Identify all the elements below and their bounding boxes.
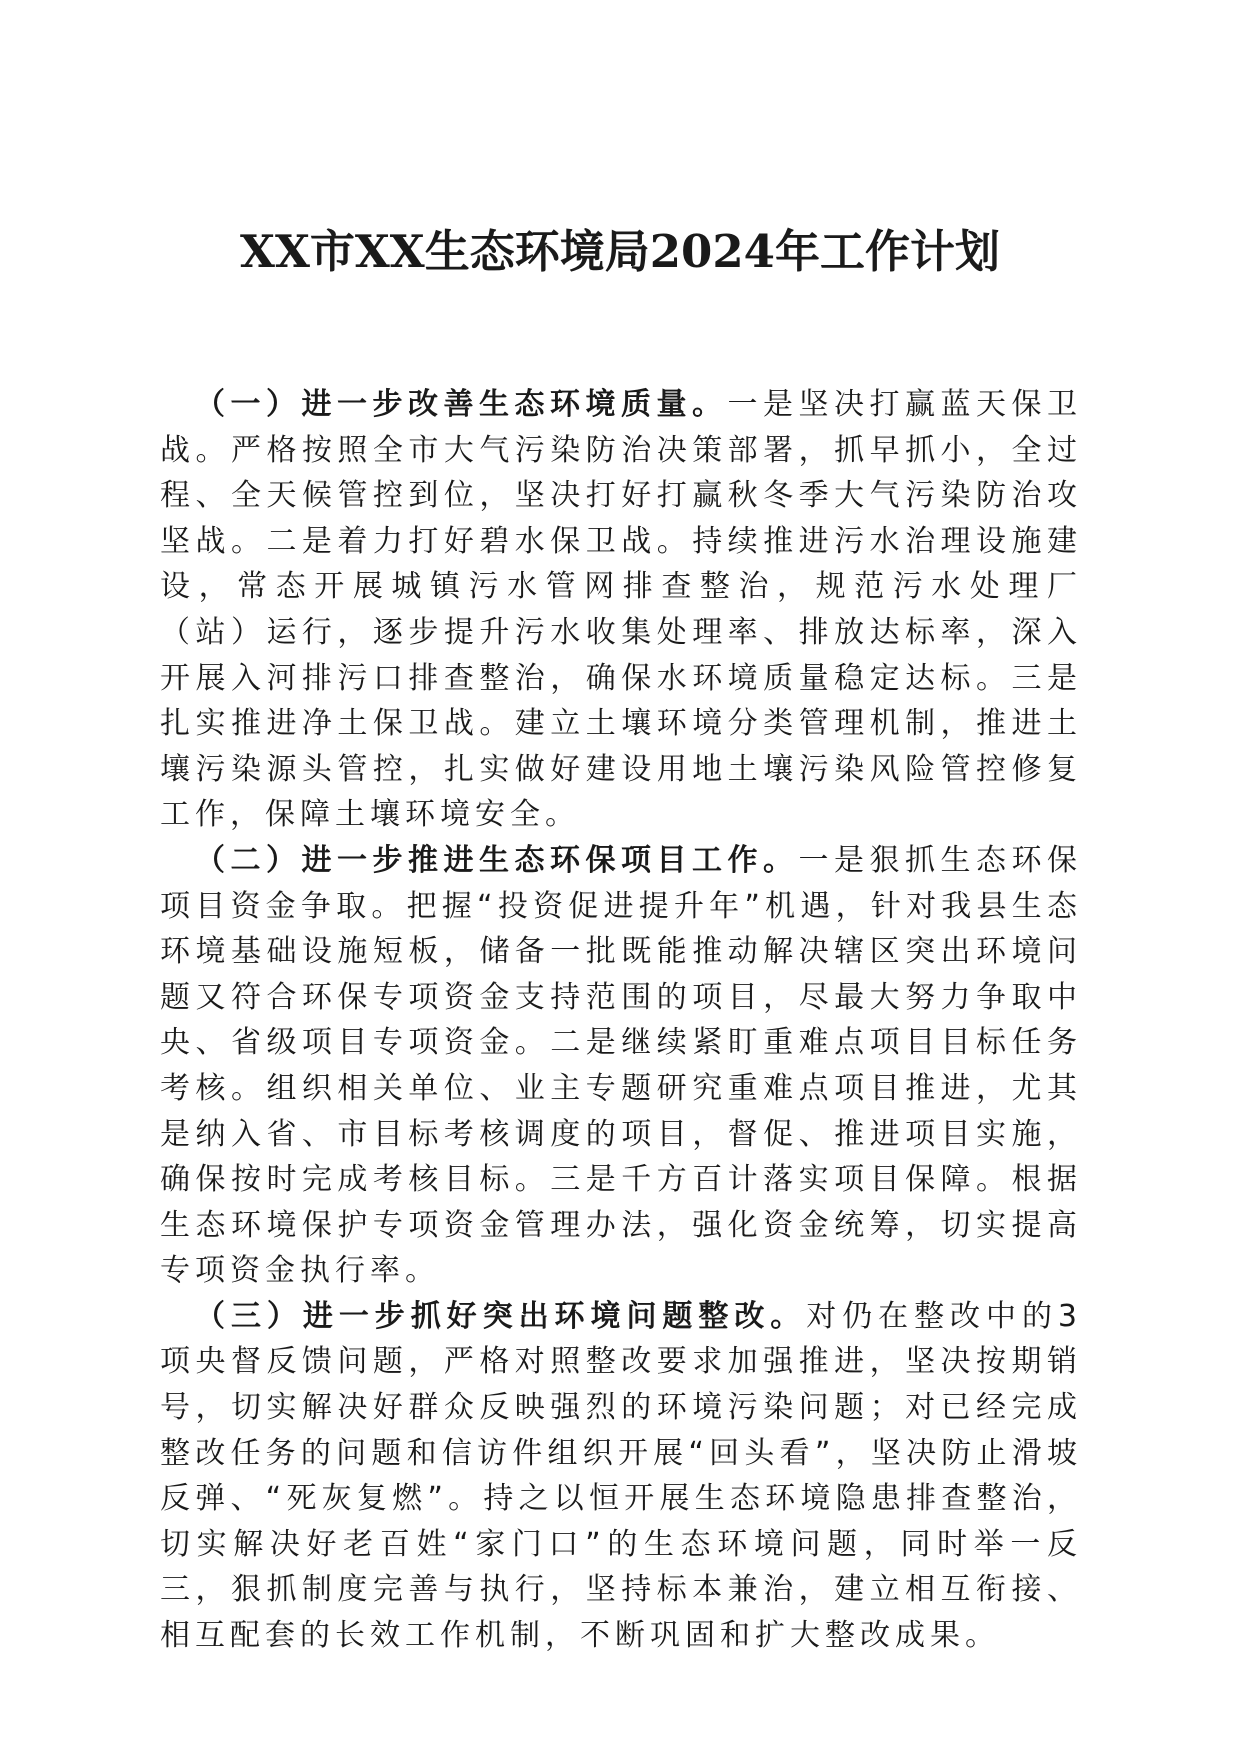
section-heading-2: （二）进一步推进生态环保项目工作。 xyxy=(195,842,799,878)
section-heading-3: （三）进一步抓好突出环境问题整改。 xyxy=(195,1298,807,1334)
section-text-1: 一是坚决打赢蓝天保卫战。严格按照全市大气污染防治决策部署，抓早抓小，全过程、全天候管控到位，坚决打好打赢秋冬季大气污染防治攻坚战。二是着力打好碧水保卫战。持续推进污水治理设施建设，常态开展城镇污水管网排查整治，规范污水处理厂（站）运行，逐步提升污水收集处理率、排放达标率，深入开展入河排污口排查整治，确保水环境质量稳定达标。三是扎实推进净土保卫战。建立土壤环境分类管理机制，推进土壤污染源头管控，扎实做好建设用地土壤污染风险管控修复工作，保障土壤环境安全。 xyxy=(160,387,1082,833)
section-text-2: 一是狠抓生态环保项目资金争取。把握“投资促进提升年”机遇，针对我县生态环境基础设施短板，储备一批既能推动解决辖区突出环境问题又符合环保专项资金支持范围的项目，尽最大努力争取中央、省级项目专项资金。二是继续紧盯重难点项目目标任务考核。组织相关单位、业主专题研究重难点项目推进，尤其是纳入省、市目标考核调度的项目，督促、推进项目实施，确保按时完成考核目标。三是千方百计落实项目保障。根据生态环境保护专项资金管理办法，强化资金统筹，切实提高专项资金执行率。 xyxy=(160,842,1082,1289)
document-title: XX市XX生态环境局2024年工作计划 xyxy=(240,225,1000,278)
document-body xyxy=(160,382,1082,1659)
section-paragraph-1 xyxy=(160,382,1082,838)
section-heading-1: （一）进一步改善生态环境质量。 xyxy=(195,387,728,422)
section-paragraph-3 xyxy=(160,1294,1082,1659)
section-text-3: 对仍在整改中的3项央督反馈问题，严格对照整改要求加强推进，坚决按期销号，切实解决好群众反映强烈的环境污染问题；对已经完成整改任务的问题和信访件组织开展“回头看”，坚决防止滑坡反弹、“死灰复燃”。持之以恒开展生态环境隐患排查整治，切实解决好老百姓“家门口”的生态环境问题，同时举一反三，狠抓制度完善与执行，坚持标本兼治，建立相互衔接、相互配套的长效工作机制，不断巩固和扩大整改成果。 xyxy=(160,1298,1083,1654)
section-paragraph-2 xyxy=(160,838,1082,1294)
